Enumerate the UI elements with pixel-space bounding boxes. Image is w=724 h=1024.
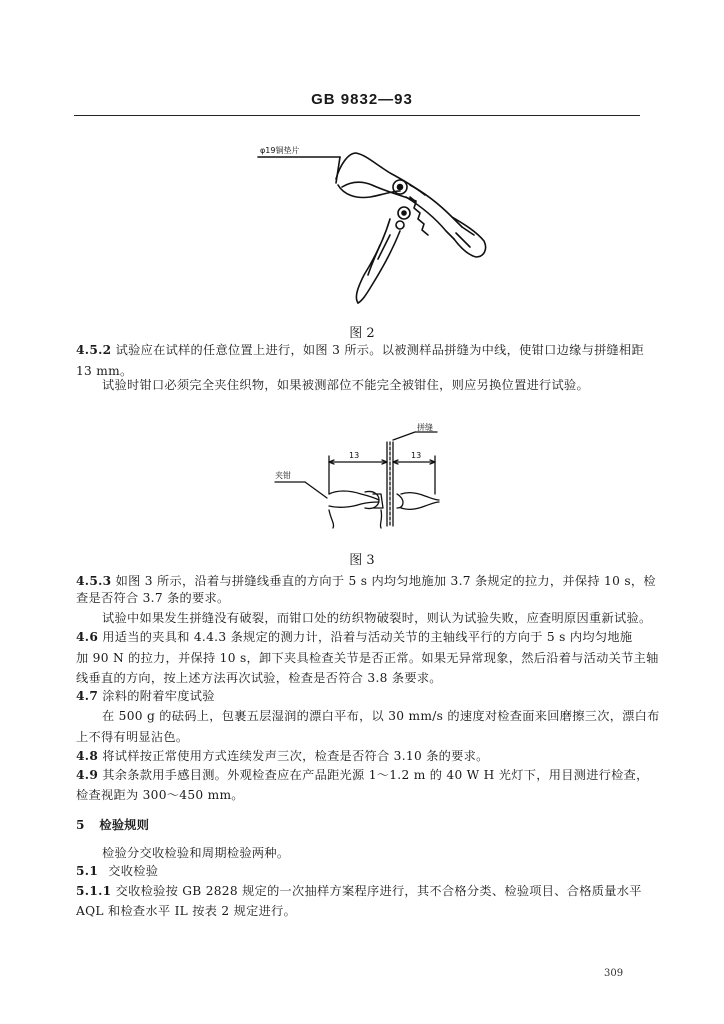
figure-2-pliers bbox=[240, 135, 500, 325]
figure-3-caption: 图 3 bbox=[349, 553, 375, 568]
clause-number: 4.5.3 bbox=[76, 574, 112, 588]
clause-title: 涂料的附着牢度试验 bbox=[102, 689, 215, 703]
figure-3-clamp-label: 夹钳 bbox=[275, 471, 291, 480]
figure-3-clamp bbox=[265, 420, 455, 532]
paragraph-text: 上不得有明显沾色。 bbox=[76, 730, 189, 744]
clause-number: 4.6 bbox=[76, 630, 99, 644]
paragraph-text: 加 90 N 的拉力，并保持 10 s，卸下夹具检查关节是否正常。如果无异常现象，然后沿着与活动关节主轴 bbox=[76, 651, 659, 665]
standard-header: GB 9832—93 bbox=[311, 91, 413, 108]
paragraph-text: 试验应在试样的任意位置上进行，如图 3 所示。以被测样品拼缝为中线，使钳口边缘与拼缝相距 bbox=[115, 343, 645, 357]
paragraph-text: 如图 3 所示，沿着与拼缝线垂直的方向于 5 s 内均匀地施加 3.7 条规定的拉力，并保持 10 s，检 bbox=[115, 574, 656, 588]
header-rule bbox=[74, 115, 640, 116]
paragraph-text: 其余条款用手感目测。外观检查应在产品距光源 1～1.2 m 的 40 W H 光灯下，用目测进行检查， bbox=[102, 768, 649, 782]
paragraph-text: 检验分交收检验和周期检验两种。 bbox=[102, 846, 290, 860]
paragraph-text: 试验时钳口必须完全夹住织物，如果被测部位不能完全被钳住，则应另换位置进行试验。 bbox=[102, 378, 590, 392]
clause-title: 交收检验 bbox=[108, 864, 159, 878]
paragraph-text: 试验中如果发生拼缝没有破裂，而钳口处的纺织物破裂时，则认为试验失败，应查明原因重新试验。 bbox=[102, 611, 652, 625]
paragraph-text: 交收检验按 GB 2828 规定的一次抽样方案程序进行，其不合格分类、检验项目、合格质量水平 bbox=[115, 884, 642, 898]
paragraph-text: 用适当的夹具和 4.4.3 条规定的测力计，沿着与活动关节的主轴线平行的方向于 5 s 内均匀地施 bbox=[102, 630, 633, 644]
page-number: 309 bbox=[604, 968, 624, 979]
section-title: 检验规则 bbox=[99, 818, 150, 832]
paragraph-text: 查是否符合 3.7 条的要求。 bbox=[76, 591, 230, 605]
figure-3-dim-right: 13 bbox=[411, 451, 422, 460]
clause-number: 4.9 bbox=[76, 768, 99, 782]
figure-2-caption: 图 2 bbox=[349, 326, 375, 341]
clause-number: 4.5.2 bbox=[76, 343, 112, 357]
figure-3-seam-label: 拼缝 bbox=[417, 423, 433, 432]
paragraph-text: AQL 和检查水平 IL 按表 2 规定进行。 bbox=[76, 904, 297, 918]
paragraph-text: 将试样按正常使用方式连续发声三次，检查是否符合 3.10 条的要求。 bbox=[102, 749, 489, 763]
paragraph-text: 13 mm。 bbox=[76, 364, 133, 378]
figure-2-label: φ19铜垫片 bbox=[260, 146, 300, 155]
clause-number: 4.8 bbox=[76, 749, 99, 763]
section-number: 5 bbox=[76, 818, 85, 832]
clause-number: 5.1.1 bbox=[76, 884, 112, 898]
figure-3-dim-left: 13 bbox=[349, 451, 360, 460]
paragraph-text: 在 500 g 的砝码上，包裹五层湿润的漂白平布，以 30 mm/s 的速度对检查面来回磨擦三次，漂白布 bbox=[102, 709, 660, 723]
clause-number: 4.7 bbox=[76, 689, 99, 703]
paragraph-text: 检查视距为 300～450 mm。 bbox=[76, 788, 244, 802]
paragraph-text: 线垂直的方向，按上述方法再次试验，检查是否符合 3.8 条要求。 bbox=[76, 671, 442, 685]
clause-number: 5.1 bbox=[76, 864, 99, 878]
